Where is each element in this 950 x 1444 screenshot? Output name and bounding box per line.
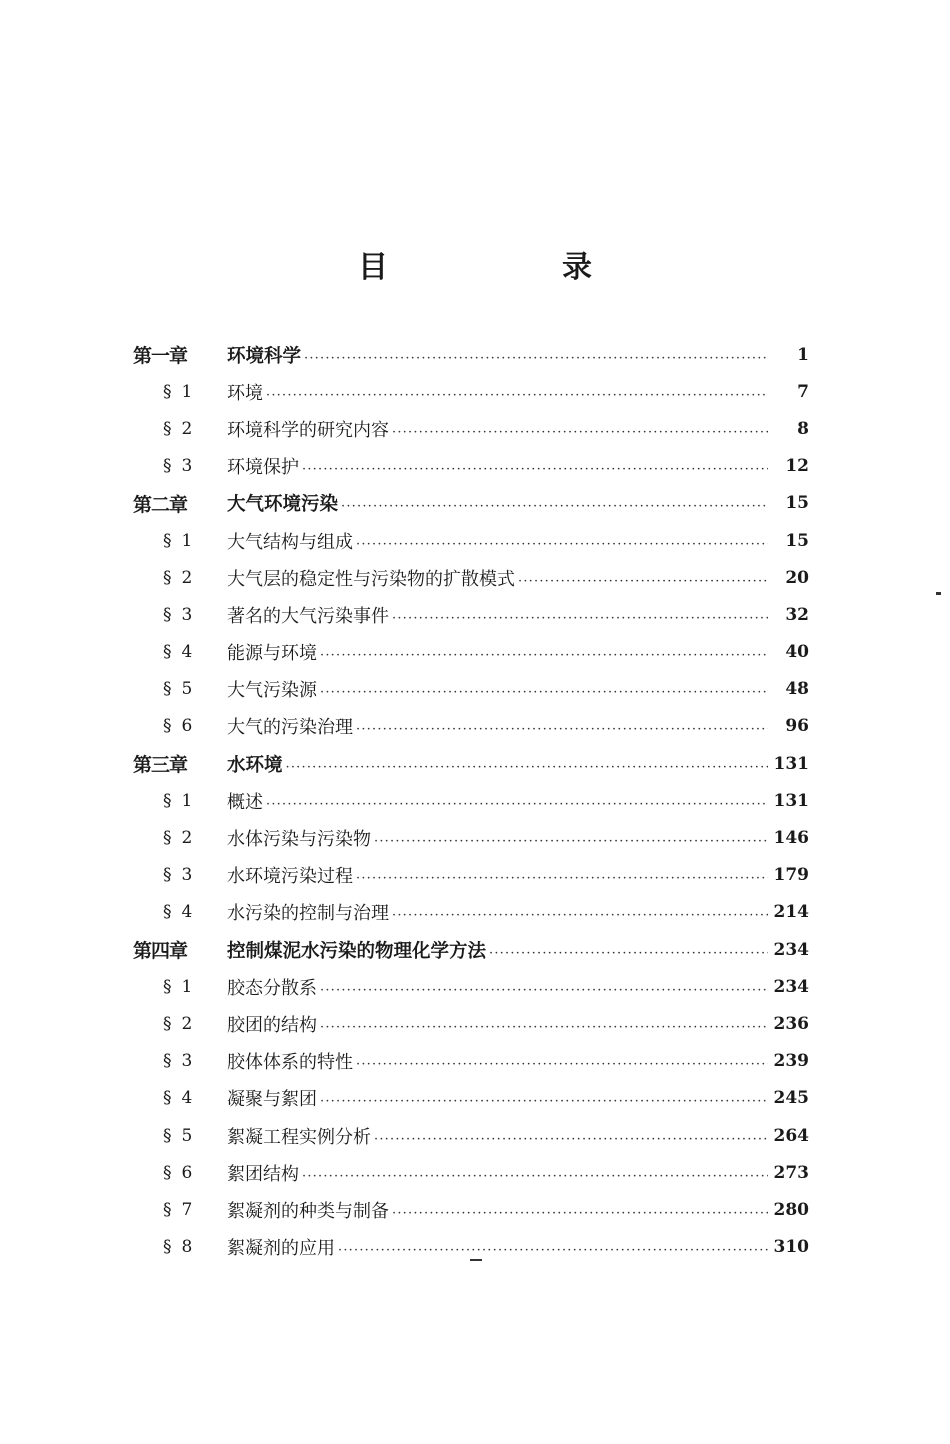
entry-body: [227, 490, 771, 516]
entry-title: 水污染的控制与治理: [227, 903, 389, 925]
dot-leader: [302, 1169, 768, 1184]
toc-chapter-entry[interactable]: [0, 745, 950, 782]
section-number: 2: [181, 828, 193, 849]
section-label: [163, 977, 192, 997]
entry-title: 环境保护: [227, 457, 299, 479]
section-label: [163, 791, 192, 811]
scan-speck: [936, 592, 941, 595]
entry-body: [227, 676, 771, 702]
entry-body: [227, 1048, 771, 1074]
toc-section-entry[interactable]: [0, 596, 950, 633]
entry-title: 胶团的结构: [227, 1014, 317, 1036]
entry-page-number: 131: [773, 753, 809, 774]
entry-body: [227, 453, 771, 479]
section-number: 1: [181, 976, 193, 997]
entry-title: 控制煤泥水污染的物理化学方法: [227, 940, 487, 962]
chapter-number: 第三章: [133, 754, 188, 777]
entry-title: 大气环境污染: [227, 494, 339, 516]
section-symbol: §: [163, 381, 172, 402]
section-number: 4: [181, 902, 193, 923]
section-symbol: §: [163, 1051, 172, 1072]
dot-leader: [338, 1243, 768, 1258]
section-symbol: §: [163, 604, 172, 625]
entry-page-number: 8: [797, 418, 809, 439]
section-symbol: §: [163, 1237, 172, 1258]
section-number: 3: [181, 865, 193, 886]
dot-leader: [286, 760, 768, 775]
entry-body: [227, 713, 771, 739]
section-number: 1: [181, 381, 193, 402]
entry-page-number: 32: [785, 604, 809, 625]
section-label: [163, 828, 192, 848]
entry-title: 大气结构与组成: [227, 531, 353, 553]
section-number: 1: [181, 790, 193, 811]
entry-title: 大气污染源: [227, 680, 317, 702]
toc-section-entry[interactable]: [0, 522, 950, 559]
entry-title: 凝聚与絮团: [227, 1089, 317, 1111]
entry-body: [227, 379, 771, 405]
dot-leader: [392, 1206, 768, 1221]
page-title: 目 录: [358, 250, 664, 285]
section-number: 3: [181, 456, 193, 477]
section-number: 8: [181, 1237, 193, 1258]
entry-page-number: 234: [773, 939, 809, 960]
toc-section-entry[interactable]: [0, 634, 950, 671]
toc-section-entry[interactable]: [0, 373, 950, 410]
entry-body: [227, 974, 771, 1000]
section-symbol: §: [163, 642, 172, 663]
toc-section-entry[interactable]: [0, 559, 950, 596]
dot-leader: [320, 983, 768, 998]
section-symbol: §: [163, 828, 172, 849]
toc-chapter-entry[interactable]: [0, 336, 950, 373]
toc-section-entry[interactable]: [0, 708, 950, 745]
entry-title: 絮团结构: [227, 1163, 299, 1185]
section-label: [163, 1014, 192, 1034]
entry-body: [227, 1234, 771, 1260]
entry-page-number: 179: [773, 865, 809, 886]
dot-leader: [356, 537, 768, 552]
section-number: 7: [181, 1199, 193, 1220]
entry-body: [227, 342, 771, 368]
section-symbol: §: [163, 418, 172, 439]
entry-page-number: 245: [773, 1088, 809, 1109]
entry-title: 大气的污染治理: [227, 717, 353, 739]
toc-chapter-entry[interactable]: [0, 485, 950, 522]
entry-title: 水体污染与污染物: [227, 829, 371, 851]
section-label: [163, 419, 192, 439]
toc-section-entry[interactable]: [0, 1080, 950, 1117]
entry-body: [227, 825, 771, 851]
entry-title: 水环境污染过程: [227, 866, 353, 888]
entry-body: [227, 1085, 771, 1111]
entry-body: [227, 1197, 771, 1223]
section-number: 5: [181, 1125, 193, 1146]
section-number: 3: [181, 604, 193, 625]
entry-page-number: 310: [773, 1237, 809, 1258]
dot-leader: [341, 499, 768, 514]
dot-leader: [518, 574, 768, 589]
toc-section-entry[interactable]: [0, 857, 950, 894]
dot-leader: [304, 351, 768, 366]
dot-leader: [374, 834, 768, 849]
entry-title: 絮凝工程实例分析: [227, 1126, 371, 1148]
section-symbol: §: [163, 679, 172, 700]
dot-leader: [266, 797, 768, 812]
section-label: [163, 1163, 192, 1183]
section-label: [163, 716, 192, 736]
chapter-number: 第四章: [133, 940, 188, 963]
entry-title: 大气层的稳定性与污染物的扩散模式: [227, 568, 515, 590]
section-symbol: §: [163, 567, 172, 588]
section-symbol: §: [163, 1088, 172, 1109]
dot-leader: [374, 1132, 768, 1147]
section-label: [163, 642, 192, 662]
dot-leader: [392, 908, 768, 923]
section-number: 6: [181, 1162, 193, 1183]
entry-page-number: 236: [773, 1013, 809, 1034]
entry-page-number: 264: [773, 1125, 809, 1146]
entry-title: 絮凝剂的应用: [227, 1238, 335, 1260]
section-label: [163, 865, 192, 885]
section-label: [163, 568, 192, 588]
entry-body: [227, 416, 771, 442]
section-label: [163, 456, 192, 476]
entry-page-number: 239: [773, 1051, 809, 1072]
entry-page-number: 20: [785, 567, 809, 588]
entry-body: [227, 1011, 771, 1037]
dot-leader: [392, 611, 768, 626]
entry-page-number: 15: [785, 530, 809, 551]
entry-page-number: 131: [773, 790, 809, 811]
section-number: 6: [181, 716, 193, 737]
entry-page-number: 7: [797, 381, 809, 402]
entry-body: [227, 1160, 771, 1186]
section-number: 2: [181, 567, 193, 588]
entry-body: [227, 751, 771, 777]
chapter-label: [133, 936, 187, 963]
entry-title: 水环境: [227, 754, 283, 776]
section-number: 2: [181, 418, 193, 439]
dot-leader: [356, 722, 768, 737]
dot-leader: [392, 425, 768, 440]
entry-page-number: 96: [785, 716, 809, 737]
dot-leader: [302, 462, 768, 477]
section-number: 4: [181, 642, 193, 663]
section-label: [163, 531, 192, 551]
entry-body: [227, 788, 771, 814]
section-number: 2: [181, 1013, 193, 1034]
toc-section-entry[interactable]: [0, 1117, 950, 1154]
toc-section-entry[interactable]: [0, 782, 950, 819]
dot-leader: [266, 388, 768, 403]
section-label: [163, 1126, 192, 1146]
section-symbol: §: [163, 902, 172, 923]
section-symbol: §: [163, 1199, 172, 1220]
toc-section-entry[interactable]: [0, 448, 950, 485]
chapter-number: 第一章: [133, 345, 188, 368]
scan-speck: [470, 1259, 482, 1261]
section-label: [163, 1051, 192, 1071]
entry-body: [227, 899, 771, 925]
entry-title: 著名的大气污染事件: [227, 605, 389, 627]
toc-section-entry[interactable]: [0, 410, 950, 447]
section-label: [163, 382, 192, 402]
entry-body: [227, 565, 771, 591]
entry-title: 絮凝剂的种类与制备: [227, 1200, 389, 1222]
section-symbol: §: [163, 1013, 172, 1034]
entry-body: [227, 1123, 771, 1149]
section-label: [163, 605, 192, 625]
toc-section-entry[interactable]: [0, 968, 950, 1005]
entry-page-number: 48: [785, 679, 809, 700]
entry-page-number: 234: [773, 976, 809, 997]
section-label: [163, 679, 192, 699]
entry-title: 胶体体系的特性: [227, 1052, 353, 1074]
entry-title: 环境: [227, 382, 263, 404]
chapter-label: [133, 750, 187, 777]
entry-body: [227, 602, 771, 628]
section-symbol: §: [163, 790, 172, 811]
entry-page-number: 1: [797, 344, 809, 365]
dot-leader: [356, 871, 768, 886]
toc-section-entry[interactable]: [0, 671, 950, 708]
entry-body: [227, 528, 771, 554]
chapter-number: 第二章: [133, 493, 188, 516]
dot-leader: [320, 648, 768, 663]
toc-section-entry[interactable]: [0, 1191, 950, 1228]
entry-title: 概述: [227, 791, 263, 813]
dot-leader: [320, 1094, 768, 1109]
entry-title: 环境科学的研究内容: [227, 419, 389, 441]
entry-title: 能源与环境: [227, 643, 317, 665]
section-number: 3: [181, 1051, 193, 1072]
entry-page-number: 280: [773, 1199, 809, 1220]
section-label: [163, 1088, 192, 1108]
dot-leader: [489, 946, 768, 961]
entry-page-number: 273: [773, 1162, 809, 1183]
entry-body: [227, 937, 771, 963]
entry-page-number: 214: [773, 902, 809, 923]
section-label: [163, 1237, 192, 1257]
entry-page-number: 40: [785, 642, 809, 663]
section-label: [163, 1200, 192, 1220]
entry-title: 胶态分散系: [227, 977, 317, 999]
entry-page-number: 146: [773, 828, 809, 849]
section-symbol: §: [163, 716, 172, 737]
section-number: 1: [181, 530, 193, 551]
toc-section-entry[interactable]: [0, 1005, 950, 1042]
dot-leader: [320, 685, 768, 700]
toc-section-entry[interactable]: [0, 894, 950, 931]
entry-body: [227, 862, 771, 888]
toc-section-entry[interactable]: [0, 1154, 950, 1191]
section-symbol: §: [163, 456, 172, 477]
entry-page-number: 15: [785, 493, 809, 514]
chapter-label: [133, 341, 187, 368]
chapter-label: [133, 490, 187, 517]
dot-leader: [320, 1020, 768, 1035]
section-symbol: §: [163, 865, 172, 886]
dot-leader: [356, 1057, 768, 1072]
section-label: [163, 902, 192, 922]
section-number: 4: [181, 1088, 193, 1109]
section-symbol: §: [163, 1162, 172, 1183]
section-symbol: §: [163, 976, 172, 997]
entry-body: [227, 639, 771, 665]
toc-section-entry[interactable]: [0, 1043, 950, 1080]
toc-section-entry[interactable]: [0, 819, 950, 856]
toc-list: [0, 336, 950, 1266]
entry-page-number: 12: [785, 456, 809, 477]
section-number: 5: [181, 679, 193, 700]
section-symbol: §: [163, 530, 172, 551]
toc-chapter-entry[interactable]: [0, 931, 950, 968]
section-symbol: §: [163, 1125, 172, 1146]
entry-title: 环境科学: [227, 345, 302, 367]
